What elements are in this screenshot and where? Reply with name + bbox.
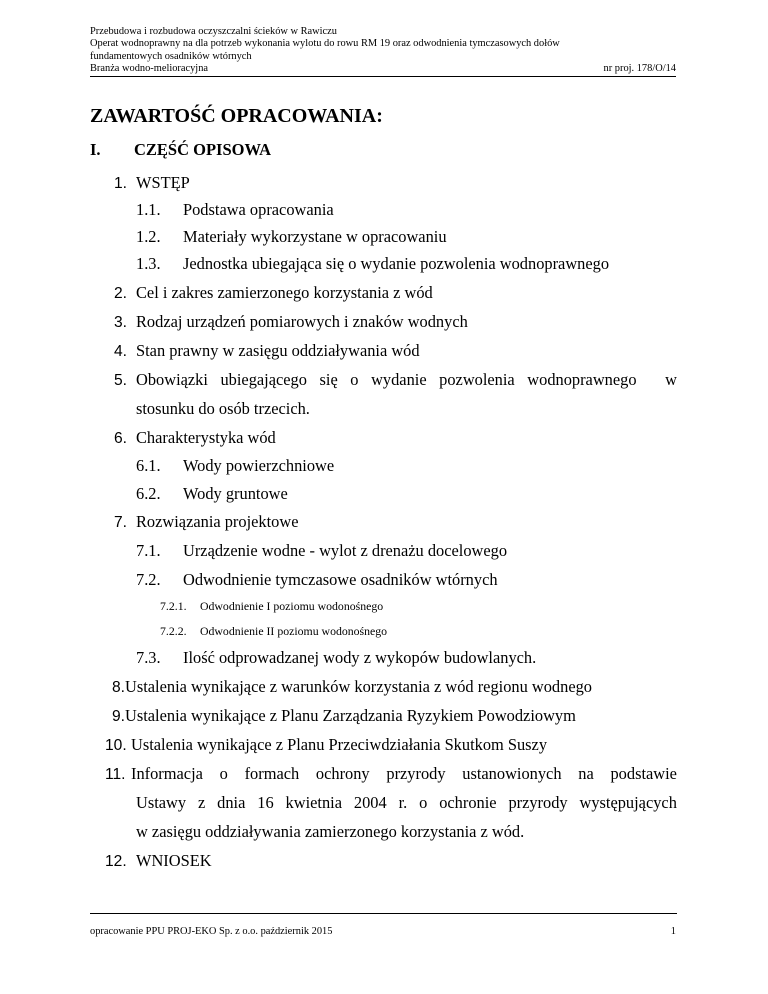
page-title: ZAWARTOŚĆ OPRACOWANIA: xyxy=(90,105,383,127)
toc-word: pozwolenia xyxy=(439,370,515,389)
toc-item-9 xyxy=(112,706,576,726)
toc-word: wodnoprawnego xyxy=(527,370,637,389)
header-branch-row xyxy=(90,63,676,76)
toc-item-number: 7. xyxy=(114,514,128,531)
toc-item-text: Podstawa opracowania xyxy=(183,200,334,219)
toc-word: podstawie xyxy=(610,764,677,783)
toc-item-number: 1.2. xyxy=(136,227,161,246)
toc-item-1-2 xyxy=(136,227,447,247)
toc-item-number: 7.3. xyxy=(136,648,161,667)
toc-item-6-2 xyxy=(136,484,288,504)
header-project-title: Przebudowa i rozbudowa oczyszczalni ścieków w Rawiczu xyxy=(90,26,337,37)
toc-item-text: WSTĘP xyxy=(136,173,190,192)
toc-item-text: Stan prawny w zasięgu oddziaływania wód xyxy=(136,341,420,360)
page-header xyxy=(90,26,676,77)
toc-item-text: Ustalenia wynikające z Planu Zarządzania Ryzykiem Powodziowym xyxy=(125,706,576,725)
toc-item-number: 7.2.2. xyxy=(160,624,187,638)
section-label: CZĘŚĆ OPISOWA xyxy=(134,140,272,159)
toc-word: się xyxy=(319,370,338,389)
toc-word: o xyxy=(350,370,359,389)
section-number: I. xyxy=(90,140,101,159)
toc-item-text: Charakterystyka wód xyxy=(136,428,276,447)
toc-item-11-number-wrap xyxy=(105,764,126,784)
toc-item-number: 12. xyxy=(105,853,127,870)
toc-item-5-line-2: stosunku do osób trzecich. xyxy=(136,399,310,418)
toc-item-number: 10. xyxy=(105,737,127,754)
toc-item-text: Materiały wykorzystane w opracowaniu xyxy=(183,227,447,246)
toc-item-1 xyxy=(114,173,190,193)
toc-word: wydanie xyxy=(371,370,427,389)
toc-item-7-2-2 xyxy=(160,624,387,639)
toc-item-number: 11. xyxy=(105,766,126,783)
toc-item-3 xyxy=(114,312,468,332)
toc-item-11-line-3: w zasięgu oddziaływania zamierzonego korzystania z wód. xyxy=(136,822,525,841)
toc-item-number: 8. xyxy=(112,679,126,696)
toc-item-number: 7.2.1. xyxy=(160,599,187,613)
toc-word: o xyxy=(419,793,428,812)
toc-item-number: 3. xyxy=(114,314,128,331)
header-operat-line: Operat wodnoprawny na dla potrzeb wykonania wylotu do rowu RM 19 oraz odwodnienia tymczasowych dołów xyxy=(90,38,560,50)
toc-word: Obowiązki xyxy=(136,370,208,389)
toc-word: 16 xyxy=(257,793,274,812)
toc-item-text: Wody powierzchniowe xyxy=(183,456,335,475)
toc-item-10 xyxy=(105,735,548,755)
toc-item-number: 1.1. xyxy=(136,200,161,219)
toc-item-number: 9. xyxy=(112,708,126,725)
toc-item-5-line-1 xyxy=(136,370,677,390)
toc-word: ubiegającego xyxy=(220,370,307,389)
footer-divider xyxy=(90,913,677,914)
toc-item-7-1 xyxy=(136,541,507,561)
toc-item-7 xyxy=(114,512,299,532)
toc-item-5-number-wrap xyxy=(114,370,127,390)
toc-item-7-2-1 xyxy=(160,599,383,614)
toc-word: ochrony xyxy=(315,764,370,783)
toc-item-6-1 xyxy=(136,456,334,476)
toc-item-number: 7.2. xyxy=(136,570,161,589)
toc-item-text: Odwodnienie I poziomu wodonośnego xyxy=(200,599,384,613)
toc-item-number: 1.3. xyxy=(136,254,161,273)
toc-item-text: Cel i zakres zamierzonego korzystania z wód xyxy=(136,283,433,302)
header-operat-line-cont: fundamentowych osadników wtórnych xyxy=(90,50,252,62)
footer-text: opracowanie PPU PROJ-EKO Sp. z o.o. październik 2015 xyxy=(90,926,333,937)
toc-item-number: 6.1. xyxy=(136,456,161,475)
toc-item-text: Wody gruntowe xyxy=(183,484,288,503)
toc-item-text: Ilość odprowadzanej wody z wykopów budowlanych. xyxy=(183,648,537,667)
toc-word: 2004 xyxy=(353,793,387,812)
page-number: 1 xyxy=(670,926,676,937)
toc-item-4 xyxy=(114,341,420,361)
toc-item-11-line-2 xyxy=(136,793,677,813)
toc-item-12 xyxy=(105,851,212,871)
toc-word: przyrody xyxy=(508,793,568,812)
toc-item-number: 2. xyxy=(114,285,128,302)
toc-word: formach xyxy=(244,764,300,783)
toc-word: ochronie xyxy=(439,793,497,812)
toc-item-11-line-1 xyxy=(131,764,677,784)
toc-item-number: 7.1. xyxy=(136,541,161,560)
toc-item-8 xyxy=(112,677,592,697)
toc-item-text: Ustalenia wynikające z Planu Przeciwdziałania Skutkom Suszy xyxy=(131,735,548,754)
toc-word: na xyxy=(578,764,594,783)
toc-word: przyrody xyxy=(386,764,446,783)
toc-item-text: Jednostka ubiegająca się o wydanie pozwolenia wodnoprawnego xyxy=(183,254,610,273)
toc-word: Ustawy xyxy=(136,793,187,812)
toc-word: w xyxy=(665,370,677,389)
toc-item-text: Odwodnienie tymczasowe osadników wtórnych xyxy=(183,570,498,589)
toc-item-1-1 xyxy=(136,200,334,220)
toc-word: r. xyxy=(398,793,408,812)
toc-word: ustanowionych xyxy=(462,764,562,783)
toc-item-2 xyxy=(114,283,433,303)
toc-word: o xyxy=(219,764,228,783)
toc-item-6 xyxy=(114,428,276,448)
toc-item-text: Rozwiązania projektowe xyxy=(136,512,299,531)
toc-item-1-3 xyxy=(136,254,609,274)
header-branch: Branża wodno-melioracyjna xyxy=(90,63,209,75)
toc-item-text: Odwodnienie II poziomu wodonośnego xyxy=(200,624,388,638)
toc-item-text: Urządzenie wodne - wylot z drenażu docelowego xyxy=(183,541,508,560)
header-project-number: nr proj. 178/O/14 xyxy=(603,63,676,75)
section-heading xyxy=(90,140,271,160)
toc-word: występujących xyxy=(579,793,677,812)
toc-item-number: 4. xyxy=(114,343,128,360)
toc-item-number: 6.2. xyxy=(136,484,161,503)
toc-item-text: Ustalenia wynikające z warunków korzystania z wód regionu wodnego xyxy=(125,677,592,696)
toc-item-number: 6. xyxy=(114,430,128,447)
toc-item-number: 5. xyxy=(114,372,128,389)
toc-item-7-2 xyxy=(136,570,498,590)
toc-word: Informacja xyxy=(131,764,203,783)
toc-item-text: Rodzaj urządzeń pomiarowych i znaków wodnych xyxy=(136,312,468,331)
toc-word: dnia xyxy=(217,793,246,812)
toc-item-number: 1. xyxy=(114,175,128,192)
toc-word: kwietnia xyxy=(285,793,342,812)
toc-word: z xyxy=(197,793,206,812)
toc-item-7-3 xyxy=(136,648,536,668)
toc-item-text: WNIOSEK xyxy=(136,851,212,870)
